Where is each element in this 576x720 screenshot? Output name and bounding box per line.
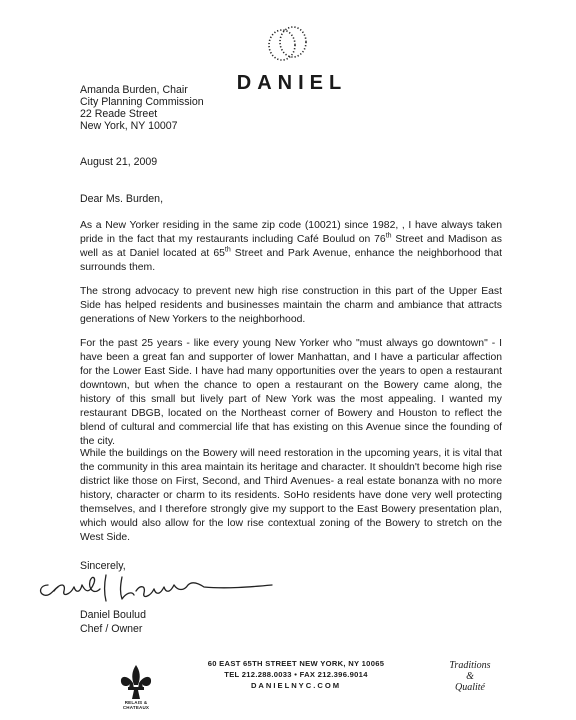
recipient-city: New York, NY 10007: [80, 120, 178, 132]
body-paragraph-1: As a New Yorker residing in the same zip code (10021) since 1982, , I have always taken pride in the fact that my restaurants including Café Boulud on 76th Street and Madison as well as at Daniel located at 65th Street and Park Avenue, enhance the neighborhood that surrounds them.: [80, 220, 503, 273]
body-paragraph-3: For the past 25 years - like every young New Yorker who "must always go downtown" - I have been a great fan and supporter of lower Manhattan, and I have a particular affection for the Lower East Side. I have had many opportunities over the years to open a restaurant downtown, but when the chance to open a restaurant on the Bowery came along, the history of this small but lively part of New York was the most appealing. I wanted my restaurant DBGB, located on the Northeast corner of Bowery and Houston to reflect the blend of cultural and commercial life that has existing on this Avenue since the founding of the city.: [80, 338, 502, 447]
signer-block: [80, 608, 146, 636]
signer-title: Chef / Owner: [80, 623, 143, 635]
closing: Sincerely,: [80, 560, 126, 572]
body-paragraph-2: The strong advocacy to prevent new high rise construction in this part of the Upper East Side has helped residents and businesses maintain the charm and ambiance that attracts generations of New Yorkers to the neighborhood.: [80, 286, 502, 325]
letter-date: August 21, 2009: [80, 156, 158, 168]
signature-image: [36, 571, 276, 607]
salutation: Dear Ms. Burden,: [80, 193, 164, 205]
motto-line-2: Qualité: [455, 682, 485, 693]
footer-address: 60 EAST 65TH STREET NEW YORK, NY 10065: [207, 659, 385, 668]
recipient-street: 22 Reade Street: [80, 108, 158, 120]
body-paragraph-4: While the buildings on the Bowery will need restoration in the upcoming years, it is vital that the community in this area maintain its heritage and character. It shouldn't become high rise district like those on First, Second, and Third Avenues- a real estate bonanza with no more history, character or charm to its residents. SoHo residents have done very well protecting themselves, and I therefore strongly give my support to the East Bowery presentation plan, which would also allow for the low rise contextual zoning of the Bowery to stretch on the West Side.: [80, 448, 502, 543]
recipient-name: Amanda Burden, Chair: [80, 84, 188, 96]
footer-motto: [430, 660, 510, 693]
recipient-address: [80, 84, 204, 132]
footer-website-link[interactable]: DANIELNYC.COM: [250, 681, 342, 690]
footer-address-block: [196, 658, 396, 691]
motto-line-1: Traditions: [449, 660, 491, 671]
daniel-logo-rings-icon: [258, 18, 318, 68]
signer-name: Daniel Boulud: [80, 609, 146, 621]
recipient-org: City Planning Commission: [80, 96, 204, 108]
brand-wordmark: DANIEL: [236, 72, 348, 94]
motto-ampersand: &: [466, 671, 474, 682]
relais-chateaux-label: RELAIS & CHATEAUX: [122, 700, 150, 710]
footer-phones: TEL 212.288.0033 • FAX 212.396.9014: [224, 670, 368, 679]
